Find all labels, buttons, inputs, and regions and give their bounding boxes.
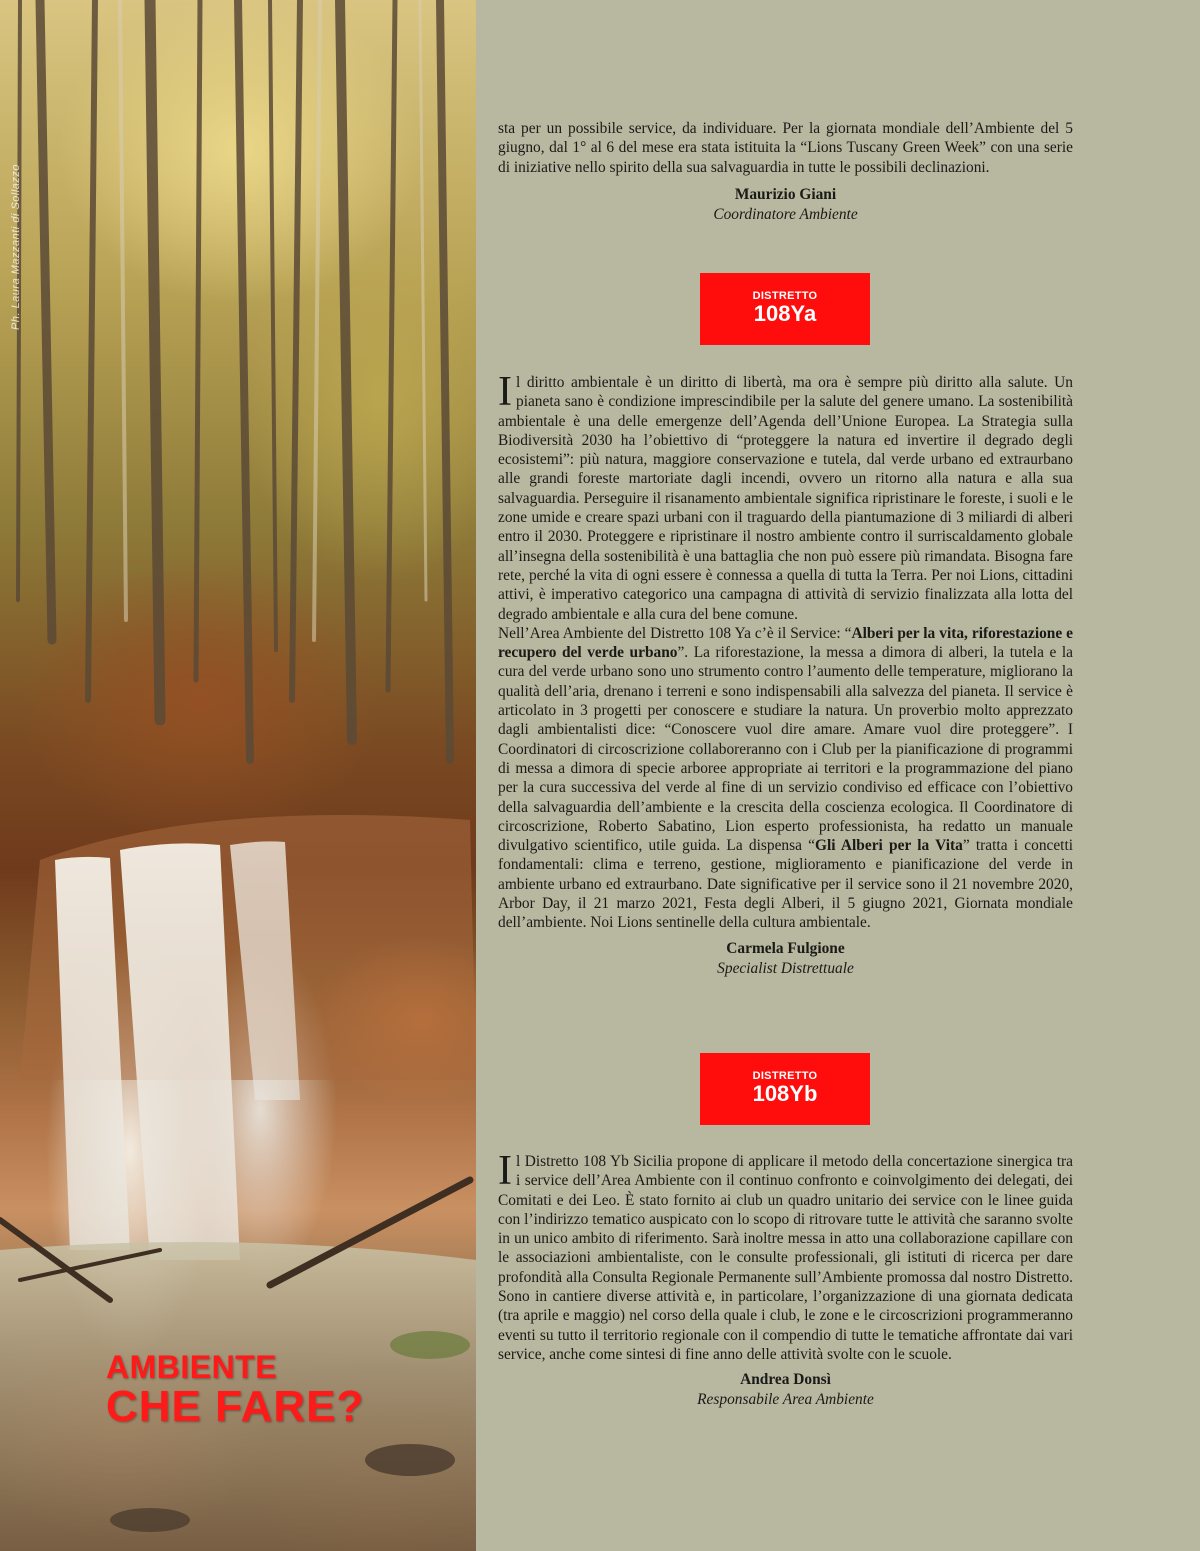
district-badge-yb: [700, 1053, 870, 1125]
article-ya-paragraph-1: [498, 369, 1073, 624]
text-run: ” tratta i concetti fondamentali: clima e terreno, gestione, miglioramento e pianificazione del verde in ambiente urbano ed extraurbano. Date significative per il service sono il 21 novembre 2020, Arbor Day, il 21 marzo 2021, Festa degli Alberi, il 5 giugno 2021, Giornata mondiale dell’ambiente. Noi Lions sentinelle della cultura ambientale.: [498, 837, 1073, 932]
text-run: Nell’Area Ambiente del Distretto 108 Ya c’è il Service: “: [498, 624, 852, 642]
photo-credit: Ph. Laura Mazzanti di Sollazzo: [10, 163, 22, 330]
text-run: ”. La riforestazione, la messa a dimora di alberi, la tutela e la cura del verde urbano sono uno strumento contro l’aumento delle temperature, migliorano la qualità dell’aria, drenano i terreni e sono indispensabili alla salvezza del pianeta. Il service è articolato in 3 progetti per conoscere e studiare la natura. Un proverbio molto apprezzato dagli ambientalisti dice: “Conoscere vuol dire amare. Amare vuol dire proteggere”. I Coordinatori di circoscrizione collaboreranno con i Club per la pianificazione di programmi di messa a dimora di specie arboree appropriate ai territori e la programmazione del piano per la cura successiva del verde al fine di un servizio condiviso ed efficace con l’obiettivo della salvaguardia dell’ambiente e la crescita della coscienza ecologica. Il Coordinatore di circoscrizione, Roberto Sabatino, Lion esperto professionista, ha redatto un manuale divulgativo scientifico, utile guida. La dispensa “: [498, 644, 1073, 855]
forest-waterfall-photo: [0, 0, 476, 1551]
article-ya-role: Specialist Distrettuale: [717, 959, 854, 977]
section-headline: [106, 1350, 364, 1430]
intro-role: Coordinatore Ambiente: [713, 205, 858, 223]
badge-number: 108Yb: [752, 1081, 818, 1106]
intro-paragraph: sta per un possibile service, da individuare. Per la giornata mondiale dell’Ambiente del 5 giugno, dal 1° al 6 del mese era stata istituita la “Lions Tuscany Green Week” con una serie di iniziative nello spirito della sua salvaguardia in tutte le possibili declinazioni.: [498, 120, 1073, 176]
headline-line1: AMBIENTE: [106, 1349, 278, 1385]
booklet-title: Gli Alberi per la Vita: [815, 837, 963, 855]
article-yb: [498, 1148, 1073, 1410]
article-ya-text-1: l diritto ambientale è un diritto di libertà, ma ora è sempre più diritto alla salute. Un pianeta sano è condizione imprescindibile per la salute del genere umano. La sostenibilità ambientale è una delle emergenze dell’Agenda dell’Unione Europea. La Strategia sulla Biodiversità 2030 ha l’obiettivo di “proteggere la natura ed invertire il degrado degli ecosistemi”: più natura, maggiore conservazione e tutela, dal verde urbano ed extraurbano alle grandi foreste martoriate dagli incendi, ovvero un ritorno alla natura e alla sua salvaguardia. Perseguire il risanamento ambientale significa ripristinare le foreste, i suoli e le zone umide e creare spazi urbani con il traguardo della piantumazione di 3 miliardi di alberi entro il 2030. Proteggere e ripristinare il nostro ambiente contro il surriscaldamento globale all’insegna della sostenibilità è una battaglia che non può essere più rimandata. Bisogna fare rete, perché la vita di ogni essere è connessa a quella di tutta la Terra. Per noi Lions, cittadini attivi, è imperativo categorico una campagna di attività di servizio finalizzata alla lotta del degrado ambientale e alla cura del bene comune.: [498, 374, 1073, 623]
badge-label: DISTRETTO: [752, 290, 818, 302]
article-yb-author: Andrea Donsì: [740, 1371, 831, 1389]
badge-number: 108Ya: [753, 301, 817, 326]
photo-illustration: [0, 0, 476, 1551]
dropcap: I: [498, 1148, 512, 1194]
intro-signature: [498, 185, 1073, 225]
article-yb-paragraph: [498, 1148, 1073, 1364]
article-ya-signature: [498, 939, 1073, 979]
service-title: Alberi per la vita, riforestazione e recupero del verde urbano: [498, 624, 1074, 662]
intro-section: [498, 119, 1073, 225]
district-badge-ya: [700, 273, 870, 345]
article-yb-role: Responsabile Area Ambiente: [697, 1391, 874, 1409]
article-yb-signature: [498, 1370, 1073, 1410]
article-ya: [498, 369, 1074, 979]
headline-line2: CHE FARE?: [106, 1382, 365, 1431]
intro-author: Maurizio Giani: [734, 185, 837, 203]
badge-label: DISTRETTO: [752, 1070, 818, 1082]
article-ya-paragraph-2: [498, 624, 1073, 933]
article-yb-text: l Distretto 108 Yb Sicilia propone di applicare il metodo della concertazione sinergica tra i service dell’Area Ambiente con il continuo confronto e coinvolgimento dei delegati, dei Comitati e dei Leo. È stato fornito ai club un quadro unitario dei service con le linee guida con l’indirizzo tematico auspicato con lo scopo di ritrovare tutte le attività che saranno svolte in un unico ambito di riferimento. Sarà inoltre messa in atto una collaborazione capillare con le associazioni ambientaliste, con le consulte professionali, gli istituti di ricerca per dare profondità alla Consulta Regionale Permanente sull’Ambiente promossa dal nostro Distretto. Sono in cantiere diverse attività e, in particolare, l’organizzazione di una giornata dedicata (tra aprile e maggio) nel corso della quale i club, le zone e le circoscrizioni programmeranno eventi su tutto il territorio regionale con il compendio di tutte le tematiche affrontate dai vari service, anche come sintesi di fine anno delle attività svolte con le scuole.: [498, 1153, 1073, 1363]
article-ya-author: Carmela Fulgione: [726, 939, 845, 957]
dropcap: I: [498, 369, 512, 415]
